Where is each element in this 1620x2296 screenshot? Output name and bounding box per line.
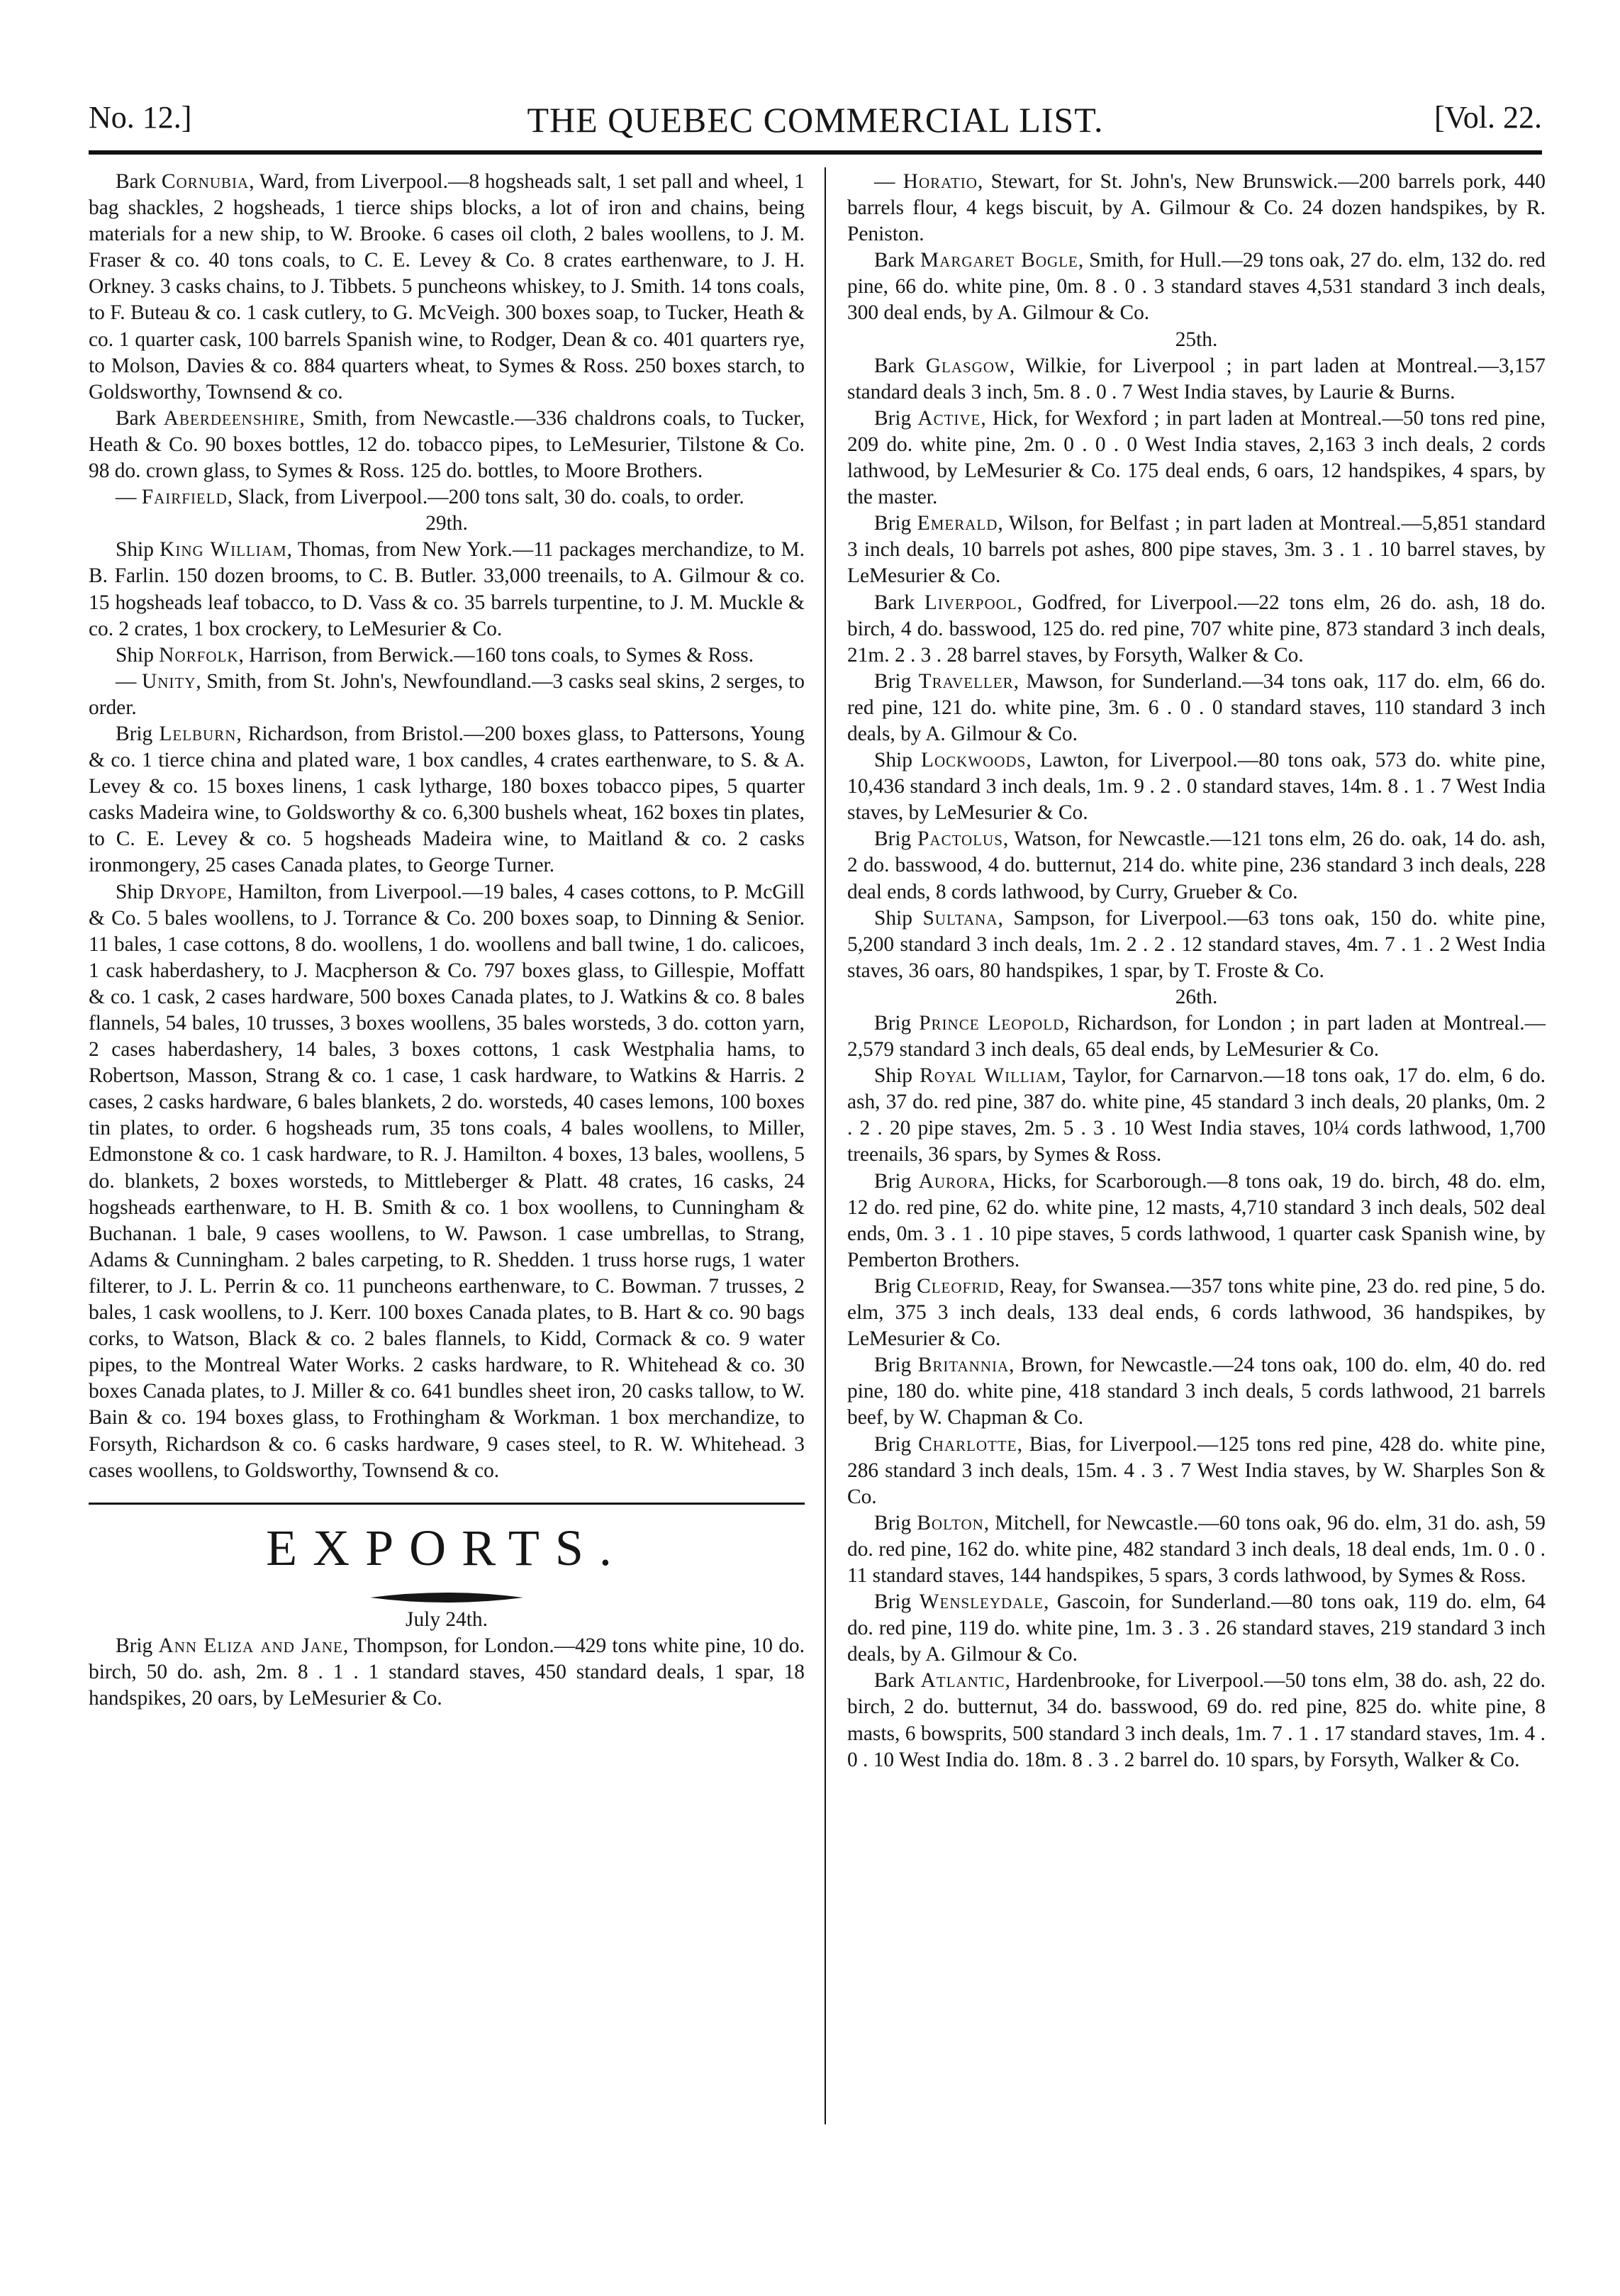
exports-heading: EXPORTS. — [266, 1519, 627, 1576]
vessel-name: Traveller — [918, 669, 1014, 693]
cargo-details: , Wilson, for Belfast ; in part laden at Montreal.—5,851 standard 3 inch deals, 10 barrels pot ashes, 800 pipe staves, 3m. 3 . 1 . 10 barrel staves, by LeMesurier & Co. — [847, 512, 1546, 588]
cargo-details: , Slack, from Liverpool.—200 tons salt, 30 do. coals, to order. — [227, 486, 744, 509]
vessel-name: Lockwoods — [921, 749, 1027, 772]
cargo-details: , Mitchell, for Newcastle.—60 tons oak, 96 do. elm, 31 do. ash, 59 do. red pine, 162 do. white pine, 482 standard 3 inch deals, 18 deal ends, 1m. 0 . 0 . 11 standard staves, 144 handspikes, 5 spars, 3 cords lathwood, by Symes & Ross. — [847, 1511, 1546, 1587]
shipping-entry — [847, 590, 1546, 669]
cargo-details: , Hamilton, from Liverpool.—19 bales, 4 cases cottons, to P. McGill & Co. 5 bales woollens, to J. Torrance & Co. 200 boxes soap, to Dinning & Senior. 11 bales, 1 case cottons, 8 do. woollens, 1 do. woollens and ball twine, 1 do. calicoes, 1 cask haberdashery, to J. Macpherson & Co. 797 boxes glass, to Gillespie, Moffatt & co. 1 cask, 2 cases hardware, 500 boxes Canada plates, to J. Watkins & co. 8 bales flannels, 54 bales, 10 trusses, 3 boxes woollens, 35 bales worsteds, 3 do. cotton yarn, 2 cases haberdashery, 14 bales, 3 boxes cottons, 1 cask Westphalia hams, to Robertson, Masson, Strang & co. 1 case, 1 cask hardware, to Watkins & Harris. 2 cases, 2 casks hardware, 6 bales blankets, 2 do. worsteds, 40 cases lemons, 100 boxes tin plates, to order. 6 hogsheads rum, 35 tons coals, 4 bales woollens, to Miller, Edmonstone & co. 1 cask hardware, to R. J. Hamilton. 4 boxes, 13 bales, woollens, 5 do. blankets, 2 boxes worsteds, to Mittleberger & Platt. 48 crates, 16 casks, 24 hogsheads earthenware, to H. B. Smith & co. 1 box woollens, to Cunningham & Buchanan. 1 bale, 9 cases woollens, to W. Pawson. 1 case umbrellas, to Strang, Adams & Cunningham. 2 bales carpeting, to R. Shedden. 1 truss horse rugs, 1 water filterer, to J. L. Perrin & co. 11 puncheons earthenware, to C. Bowman. 7 trusses, 2 bales, 1 cask woollens, to J. Kerr. 100 boxes Canada plates, to B. Hart & co. 90 bags corks, to Watson, Black & co. 2 bales flannels, to Kidd, Cormack & co. 9 water pipes, to the Montreal Water Works. 2 casks hardware, to R. Whitehead & co. 30 boxes Canada plates, to J. Miller & co. 641 bundles sheet iron, 20 casks tallow, to W. Bain & co. 194 boxes glass, to Frothingham & Workman. 1 box merchandize, to Forsyth, Richardson & co. 6 casks hardware, 9 cases steel, to R. W. Whitehead. 3 cases woollens, to Goldsworthy, Townsend & co. — [89, 880, 805, 1482]
cargo-details: , Harrison, from Berwick.—160 tons coals, to Symes & Ross. — [238, 643, 754, 667]
vessel-type: Brig — [874, 1274, 917, 1298]
vessel-type: Ship — [874, 1064, 920, 1088]
vessel-name: Horatio — [903, 170, 978, 193]
publication-title: THE QUEBEC COMMERCIAL LIST. — [527, 100, 1104, 140]
vessel-name: Margaret Bogle — [920, 249, 1078, 272]
header-rule — [89, 150, 1542, 155]
vessel-type: Brig — [116, 1634, 159, 1657]
shipping-entry — [89, 642, 805, 669]
vessel-name: Liverpool — [924, 591, 1017, 614]
issue-number: No. 12.] — [89, 100, 192, 135]
vessel-type: Brig — [874, 406, 918, 430]
vessel-type: — — [874, 170, 903, 193]
cargo-details: , Watson, for Newcastle.—121 tons elm, 26 do. oak, 14 do. ash, 2 do. basswood, 4 do. butternut, 214 do. white pine, 236 standard 3 inch deals, 228 deal ends, 8 cords lathwood, by Curry, Grueber & Co. — [847, 827, 1546, 903]
vessel-type: Brig — [874, 1354, 918, 1377]
shipping-entry — [847, 747, 1546, 826]
vessel-type: Bark — [874, 1669, 921, 1693]
vessel-name: Cleofrid — [917, 1274, 1000, 1298]
cargo-details: , Bias, for Liverpool.—125 tons red pine, 428 do. white pine, 286 standard 3 inch deals, 15m. 4 . 3 . 7 West India staves, by W. Sharples Son & Co. — [847, 1432, 1546, 1508]
shipping-entry — [847, 1589, 1546, 1668]
shipping-entry — [89, 406, 805, 484]
date-heading: 25th. — [1175, 328, 1218, 351]
shipping-entry — [847, 1668, 1546, 1773]
shipping-entry — [847, 1274, 1546, 1352]
vessel-name: Bolton — [917, 1511, 984, 1534]
shipping-entry — [847, 1063, 1546, 1168]
exports-list-continued — [847, 169, 1546, 1773]
ornament-rule — [89, 1587, 805, 1604]
vessel-type: Bark — [116, 406, 164, 430]
vessel-name: Charlotte — [918, 1432, 1017, 1456]
vessel-name: Royal William — [920, 1064, 1061, 1088]
vessel-name: Lelburn — [159, 722, 237, 745]
cargo-details: , Hick, for Wexford ; in part laden at Montreal.—50 tons red pine, 209 do. white pine, 2m. 0 . 0 . 0 West India staves, 2,163 3 inch deals, 2 cords lathwood, by LeMesurier & Co. 175 deal ends, 6 oars, 12 handspikes, 4 spars, by the master. — [847, 406, 1546, 509]
vessel-name: Unity — [142, 669, 196, 693]
vessel-name: Britannia — [917, 1354, 1010, 1377]
vessel-type: Brig — [874, 827, 918, 851]
vessel-name: Cornubia — [161, 170, 250, 193]
volume-number: [Vol. 22. — [1434, 100, 1542, 135]
vessel-name: Emerald — [917, 512, 998, 535]
vessel-name: Wensleydale — [919, 1590, 1044, 1614]
shipping-entry — [847, 511, 1546, 589]
page-header — [89, 99, 1542, 149]
cargo-details: , Brown, for Newcastle.—24 tons oak, 100 do. elm, 40 do. red pine, 180 do. white pine, 418 standard 3 inch deals, 5 cords lathwood, 21 barrels beef, by W. Chapman & Co. — [847, 1354, 1546, 1430]
cargo-details: , Thomas, from New York.—11 packages merchandize, to M. B. Farlin. 150 dozen brooms, to C. B. Butler. 33,000 treenails, to A. Gilmour & co. 15 hogsheads leaf tobacco, to D. Vass & co. 35 barrels turpentine, to J. M. Muckle & co. 2 crates, 1 box crockery, to LeMesurier & Co. — [89, 538, 805, 640]
shipping-entry — [847, 1352, 1546, 1431]
shipping-entry — [89, 484, 805, 511]
exports-date: July 24th. — [406, 1607, 488, 1631]
shipping-entry — [89, 879, 805, 1484]
shipping-entry — [847, 1010, 1546, 1063]
vessel-name: Norfolk — [159, 643, 239, 667]
vessel-type: Brig — [874, 1590, 920, 1614]
vessel-name: Aberdeenshire — [163, 406, 300, 430]
left-column — [89, 169, 805, 1712]
date-heading: 26th. — [1175, 985, 1218, 1008]
date-heading: 29th. — [425, 512, 468, 535]
cargo-details: , Richardson, from Bristol.—200 boxes glass, to Pattersons, Young & co. 1 tierce china and plated ware, 1 box candles, 4 crates earthenware, to S. & A. Levey & co. 15 boxes linens, 1 cask lytharge, 180 boxes tobacco pipes, 5 quarter casks Madeira wine, to Goldsworthy & co. 6,300 bushels wheat, 162 boxes tin plates, to C. E. Levey & co. 5 hogsheads Madeira wine, to Maitland & co. 2 casks ironmongery, 25 cases Canada plates, to George Turner. — [89, 722, 805, 877]
vessel-name: Prince Leopold — [919, 1012, 1065, 1035]
cargo-details: , Thompson, for London.—429 tons white pine, 10 do. birch, 50 do. ash, 2m. 8 . 1 . 1 standard staves, 450 standard deals, 1 spar, 18 handspikes, 20 oars, by LeMesurier & Co. — [89, 1634, 805, 1710]
cargo-details: , Sampson, for Liverpool.—63 tons oak, 150 do. white pine, 5,200 standard 3 inch deals, 1m. 2 . 2 . 12 standard staves, 4m. 7 . 1 . 2 West India staves, 36 oars, 80 handspikes, 1 spar, by T. Froste & Co. — [847, 906, 1546, 982]
cargo-details: , Godfred, for Liverpool.—22 tons elm, 26 do. ash, 18 do. birch, 4 do. basswood, 125 do. red pine, 707 white pine, 873 standard 3 inch deals, 21m. 2 . 3 . 28 barrel staves, by Forsyth, Walker & Co. — [847, 591, 1546, 667]
cargo-details: , Ward, from Liverpool.—8 hogsheads salt, 1 set pall and wheel, 1 bag shackles, 2 hogsheads, 1 tierce ships blocks, a lot of iron and chains, being materials for a new ship, to W. Brooke. 6 cases oil cloth, 2 bales woollens, to J. M. Fraser & co. 40 tons coals, to C. E. Levey & Co. 8 crates earthenware, to J. H. Orkney. 3 casks chains, to J. Tibbets. 5 puncheons whiskey, to J. Smith. 14 tons coals, to F. Buteau & co. 1 cask cutlery, to G. McVeigh. 300 boxes soap, to Tucker, Heath & co. 1 quarter cask, 100 barrels Spanish wine, to Rodger, Dean & co. 401 quarters rye, to Molson, Davies & co. 884 quarters wheat, to Symes & Ross. 250 boxes starch, to Goldsworthy, Townsend & co. — [89, 170, 805, 403]
cargo-details: , Taylor, for Carnarvon.—18 tons oak, 17 do. elm, 6 do. ash, 37 do. red pine, 387 do. white pine, 45 standard 3 inch deals, 20 planks, 0m. 2 . 2 . 20 pipe staves, 2m. 5 . 3 . 10 West India staves, 10¼ cords lathwood, 1,700 treenails, 36 spars, by Symes & Ross. — [847, 1064, 1546, 1166]
cargo-details: , Reay, for Swansea.—357 tons white pine, 23 do. red pine, 5 do. elm, 375 3 inch deals, 133 deal ends, 6 cords lathwood, 36 handspikes, by LeMesurier & Co. — [847, 1274, 1546, 1351]
vessel-type: Ship — [116, 643, 160, 667]
shipping-entry — [89, 169, 805, 406]
vessel-type: Brig — [874, 1511, 917, 1534]
vessel-name: Ann Eliza and Jane — [158, 1634, 343, 1657]
ornament-icon — [369, 1589, 525, 1606]
vessel-type: Brig — [874, 1012, 920, 1035]
cargo-details: , Smith, from Newcastle.—336 chaldrons coals, to Tucker, Heath & Co. 90 boxes bottles, 12 do. tobacco pipes, to LeMesurier, Tilstone & Co. 98 do. crown glass, to Symes & Ross. 125 do. bottles, to Moore Brothers. — [89, 406, 805, 483]
shipping-entry — [89, 537, 805, 642]
right-column — [847, 169, 1546, 1773]
shipping-entry — [847, 406, 1546, 511]
shipping-entry — [89, 669, 805, 721]
shipping-entry — [847, 1510, 1546, 1589]
cargo-details: , Hicks, for Scarborough.—8 tons oak, 19 do. birch, 48 do. elm, 12 do. red pine, 62 do. white pine, 12 masts, 4,710 standard 3 inch deals, 502 deal ends, 0m. 3 . 1 . 10 pipe staves, 5 cords lathwood, 1 quarter cask Spanish wine, by Pemberton Brothers. — [847, 1169, 1546, 1271]
vessel-name: Fairfield — [141, 486, 228, 509]
shipping-entry — [89, 721, 805, 879]
vessel-name: Active — [917, 406, 981, 430]
shipping-entry — [847, 669, 1546, 747]
cargo-details: , Hardenbrooke, for Liverpool.—50 tons elm, 38 do. ash, 22 do. birch, 2 do. butternut, 34 do. basswood, 69 do. red pine, 825 do. white pine, 8 masts, 6 bowsprits, 500 standard 3 inch deals, 1m. 7 . 1 . 17 standard staves, 1m. 4 . 0 . 10 West India do. 18m. 8 . 3 . 2 barrel do. 10 spars, by Forsyth, Walker & Co. — [847, 1669, 1546, 1771]
shipping-entry — [847, 247, 1546, 326]
shipping-entry — [847, 826, 1546, 905]
vessel-type: Ship — [874, 749, 922, 772]
vessel-type: Bark — [116, 170, 162, 193]
vessel-name: Dryope — [160, 880, 228, 903]
section-rule — [89, 1503, 805, 1505]
cargo-details: , Mawson, for Sunderland.—34 tons oak, 117 do. elm, 66 do. red pine, 121 do. white pine, 3m. 6 . 0 . 0 standard staves, 110 standard 3 inch deals, by A. Gilmour & Co. — [847, 669, 1546, 745]
vessel-type: Ship — [874, 906, 923, 930]
vessel-name: Atlantic — [920, 1669, 1005, 1693]
shipping-entry — [847, 1169, 1546, 1274]
vessel-type: Brig — [874, 1169, 919, 1193]
vessel-type: Ship — [116, 538, 160, 562]
vessel-type: Brig — [874, 1432, 919, 1456]
vessel-type: — — [116, 486, 142, 509]
vessel-type: Brig — [116, 722, 160, 745]
vessel-name: Glasgow — [925, 354, 1010, 377]
cargo-details: , Wilkie, for Liverpool ; in part laden at Montreal.—3,157 standard deals 3 inch, 5m. 8 . 0 . 7 West India staves, by Laurie & Burns. — [847, 354, 1546, 403]
vessel-type: Ship — [116, 880, 160, 903]
shipping-entry — [89, 1633, 805, 1712]
vessel-name: Aurora — [918, 1169, 990, 1193]
shipping-entry — [847, 353, 1546, 406]
vessel-type: Brig — [874, 669, 919, 693]
vessel-type: Brig — [874, 512, 917, 535]
vessel-type: — — [116, 669, 143, 693]
vessel-name: Pactolus — [917, 827, 1003, 851]
cargo-details: , Smith, for Hull.—29 tons oak, 27 do. elm, 132 do. red pine, 66 do. white pine, 0m. 8 . 0 . 3 standard staves 4,531 standard 3 inch deals, 300 deal ends, by A. Gilmour & Co. — [847, 249, 1546, 325]
cargo-details: , Stewart, for St. John's, New Brunswick.—200 barrels pork, 440 barrels flour, 4 kegs biscuit, by A. Gilmour & Co. 24 dozen handspikes, by R. Peniston. — [847, 170, 1546, 246]
vessel-name: Sultana — [922, 906, 998, 930]
vessel-type: Bark — [874, 249, 921, 272]
vessel-type: Bark — [874, 591, 924, 614]
shipping-entry — [847, 1432, 1546, 1510]
imports-list — [89, 169, 805, 1484]
cargo-details: , Richardson, for London ; in part laden at Montreal.—2,579 standard 3 inch deals, 65 deal ends, by LeMesurier & Co. — [847, 1012, 1546, 1061]
cargo-details: , Gascoin, for Sunderland.—80 tons oak, 119 do. elm, 64 do. red pine, 119 do. white pine, 1m. 3 . 3 . 26 standard staves, 219 standard 3 inch deals, by A. Gilmour & Co. — [847, 1590, 1546, 1666]
column-divider — [825, 167, 826, 2124]
exports-list — [89, 1633, 805, 1712]
cargo-details: , Lawton, for Liverpool.—80 tons oak, 573 do. white pine, 10,436 standard 3 inch deals, 1m. 9 . 2 . 0 standard staves, 14m. 8 . 1 . 7 West India staves, by LeMesurier & Co. — [847, 749, 1546, 825]
cargo-details: , Smith, from St. John's, Newfoundland.—3 casks seal skins, 2 serges, to order. — [89, 669, 805, 719]
shipping-entry — [847, 905, 1546, 984]
shipping-entry — [847, 169, 1546, 247]
vessel-type: Bark — [874, 354, 926, 377]
vessel-name: King William — [160, 538, 287, 562]
